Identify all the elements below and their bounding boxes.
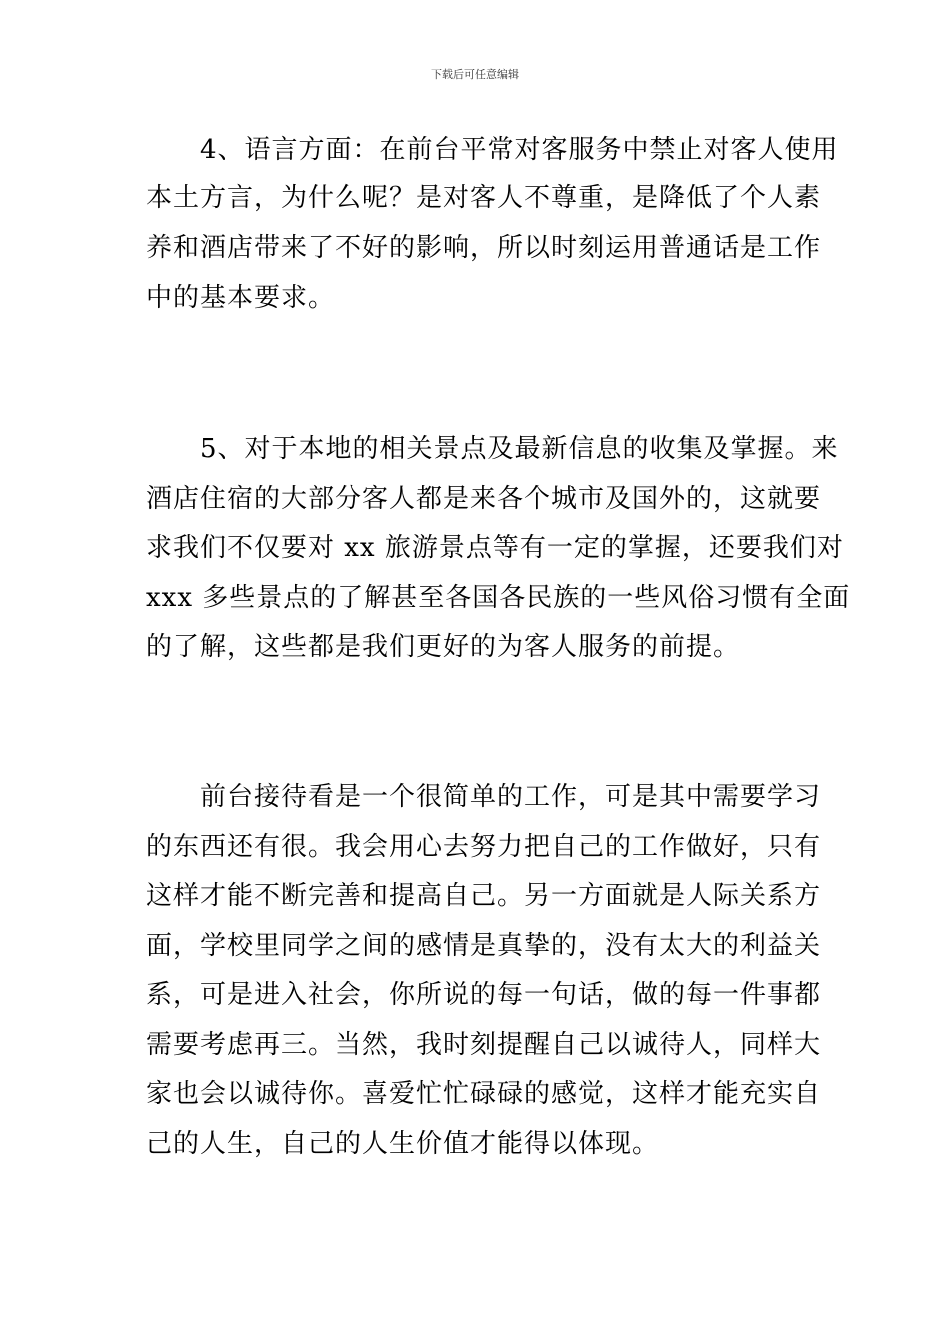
text-line: 前台接待看是一个很简单的工作，可是其中需要学习 [146,782,822,812]
text-line: 5、对于本地的相关景点及最新信息的收集及掌握。来 [146,434,839,464]
text-line: 求我们不仅要对 xx 旅游景点等有一定的掌握，还要我们对 [146,533,844,563]
text-line: 的东西还有很。我会用心去努力把自己的工作做好，只有 [146,832,822,862]
text-line: 家也会以诚待你。喜爱忙忙碌碌的感觉，这样才能充实自 [146,1079,822,1109]
text-line: 系，可是进入社会，你所说的每一句话，做的每一件事都 [146,980,822,1010]
text-line: 面，学校里同学之间的感情是真挚的，没有太大的利益关 [146,931,822,961]
text-line: 己的人生，自己的人生价值才能得以体现。 [146,1129,660,1159]
page-header: 下载后可任意编辑 [431,68,519,81]
text-line: 本土方言，为什么呢？是对客人不尊重，是降低了个人素 [146,183,822,213]
text-line: 酒店住宿的大部分客人都是来各个城市及国外的，这就要 [146,484,822,514]
text-line: 这样才能不断完善和提高自己。另一方面就是人际关系方 [146,881,822,911]
text-line: 需要考虑再三。当然，我时刻提醒自己以诚待人，同样大 [146,1030,822,1060]
text-line: 中的基本要求。 [146,283,336,313]
text-line: 的了解，这些都是我们更好的为客人服务的前提。 [146,632,741,662]
text-line: 养和酒店带来了不好的影响，所以时刻运用普通话是工作 [146,233,822,263]
text-line: xxx 多些景点的了解甚至各国各民族的一些风俗习惯有全面 [146,583,851,613]
text-line: 4、语言方面：在前台平常对客服务中禁止对客人使用 [146,135,839,165]
